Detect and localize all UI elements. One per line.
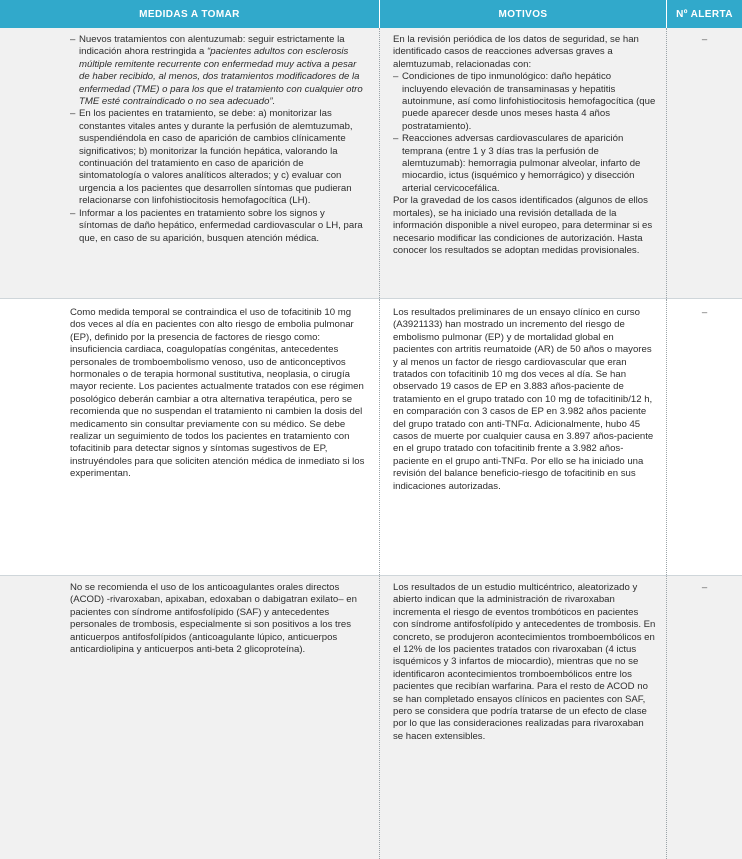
medidas-cell <box>0 299 380 575</box>
medidas-cell <box>0 576 380 859</box>
motivos-item: – Condiciones de tipo inmunológico: daño hepático incluyendo elevación de transaminasas y hepatitis autoinmune, así como linfohistiocitosis hemofagocítica (que puede aparecer desde unos meses hasta 4 años postratamiento). <box>393 71 656 133</box>
header-medidas: MEDIDAS A TOMAR <box>0 0 380 28</box>
alerta-cell: – <box>701 307 708 318</box>
medidas-item: – En los pacientes en tratamiento, se debe: a) monitorizar las constantes vitales antes y durante la perfusión de alemtuzumab, suspendiéndola en caso de aparición de cambios clínicamente significativos; b) monitorizar la función hepática, valorando la continuación del tratamiento en caso de aparición de sintomatología o valores analíticos alterados; y c) evaluar con urgencia a los pacientes que desarrollen síntomas que pudieran relacionarse con linfohistiocitosis hemofagocítica (LH). <box>70 108 365 207</box>
medidas-cell <box>0 28 380 298</box>
medidas-text: Como medida temporal se contraindica el uso de tofacitinib 10 mg dos veces al día en pacientes con alto riesgo de embolia pulmonar (EP), definido por la presencia de factores de riesgo como: insuficiencia cardiaca, coagulopatías congénitas, antecedentes personales de tromboembolismo venoso, uso de anticonceptivos hormonales o de terapia hormonal sustitutiva, neoplasia, o cirugía mayor reciente. Los pacientes actualmente tratados con ese régimen posológico deberán cambiar a otra alternativa terapéutica, pero se recomienda que no suspendan el tratamiento ni cambien la dosis del medicamento sin consultar previamente con su médico. Se debe realizar un seguimiento de todos los pacientes en tratamiento con tofacitinib para detectar signos y síntomas sugestivos de EP, instruyéndoles para que soliciten atención médica de inmediato si los experimentan. <box>70 307 365 480</box>
medidas-item-text: Nuevos tratamientos con alentuzumab: seguir estrictamente la indicación ahora restringida a <box>79 34 345 58</box>
alerta-cell: – <box>701 582 708 593</box>
motivos-cell <box>380 299 667 575</box>
table-row-acod <box>0 576 742 859</box>
table-header <box>0 0 742 28</box>
table-row-alemtuzumab <box>0 28 742 298</box>
motivos-item: – Reacciones adversas cardiovasculares de aparición temprana (entre 1 y 3 días tras la perfusión de alemtuzumab): hemorragia pulmonar alveolar, infarto de miocardio, ictus (isquémico y hemorrágico) y disección arterial cervicocefálica. <box>393 133 656 195</box>
motivos-closing: Por la gravedad de los casos identificados (algunos de ellos mortales), se ha iniciado una revisión detallada de la información disponible a nivel europeo, para determinar si es necesario modificar las condiciones de autorización. Hasta conocer los resultados se adoptan medidas provisionales. <box>393 195 653 256</box>
motivos-cell <box>380 28 667 298</box>
header-alerta: Nº ALERTA <box>676 8 733 20</box>
medidas-item: – Informar a los pacientes en tratamiento sobre los signos y síntomas de daño hepático, enfermedad cardiovascular o LH, para que, en caso de su aparición, busquen atención médica. <box>70 208 365 245</box>
indication-quote: “pacientes adultos con esclerosis múltiple remitente recurrente con enfermedad muy activa a pesar de haber recibido, al menos, dos tratamientos modificadores de la enfermedad (TME) o para los que el tratamiento con cualquier otro TME esté contraindicado o no sea adecuado”. <box>79 46 363 108</box>
motivos-text: Los resultados de un estudio multicéntrico, aleatorizado y abierto indican que la administración de rivaroxaban incrementa el riesgo de eventos trombóticos en pacientes con síndrome antifosfolípido y antecedentes de trombosis. En concreto, se produjeron acontecimientos tromboembólicos en el 12% de los pacientes tratados con rivaroxaban (4 ictus isquémicos y 3 infartos de miocardio), mientras que no se identificaron acontecimientos tromboembólicos entre los pacientes que recibían warfarina. Para el resto de ACOD no se han completado ensayos clínicos en pacientes con SAF, pero se considera que podría tratarse de un efecto de clase por lo que las consideraciones realizadas para rivaroxaban se hacen extensibles. <box>393 582 656 742</box>
motivos-intro: En la revisión periódica de los datos de seguridad, se han identificado casos de reacciones adversas graves a alemtuzumab, relacionadas con: <box>393 34 639 70</box>
header-motivos: MOTIVOS <box>380 0 667 28</box>
alerta-cell: – <box>701 34 708 45</box>
motivos-cell <box>380 576 667 859</box>
motivos-text: Los resultados preliminares de un ensayo clínico en curso (A3921133) han mostrado un incremento del riesgo de embolismo pulmonar (EP) y de mortalidad global en pacientes con artritis reumatoide (AR) de 50 años o mayores y al menos un factor de riesgo cardiovascular que eran tratados con tofacitinib 10 mg dos veces al día. Se han observado 19 casos de EP en 3.883 años-paciente de tratamiento en el grupo tratado con 10 mg de tofacitinib/12 h, en comparación con 3 casos de EP en 3.982 años paciente del grupo tratado con anti-TNFα. Adicionalmente, hubo 45 casos de muerte por cualquier causa en 3.897 años-paciente en el grupo tratado con tofacitinib frente a 3.982 años-paciente en el grupo anti-TNFα. Por ello se ha iniciado una revisión del balance beneficio-riesgo de tofacitinib en sus indicaciones autorizadas. <box>393 307 654 492</box>
medidas-text: No se recomienda el uso de los anticoagulantes orales directos (ACOD) -rivaroxaban, apixaban, edoxaban o dabigatran exilato– en pacientes con síndrome antifosfolípido (SAF) y antecedentes personales de trombosis, especialmente si son positivos a los tres anticuerpos antifosfolípidos (anticoagulante lúpico, anticuerpos anticardiolipina y anticuerpos anti-beta 2 glicoproteína). <box>70 582 357 656</box>
medidas-item <box>70 34 365 108</box>
table-row-tofacitinib <box>0 299 742 575</box>
